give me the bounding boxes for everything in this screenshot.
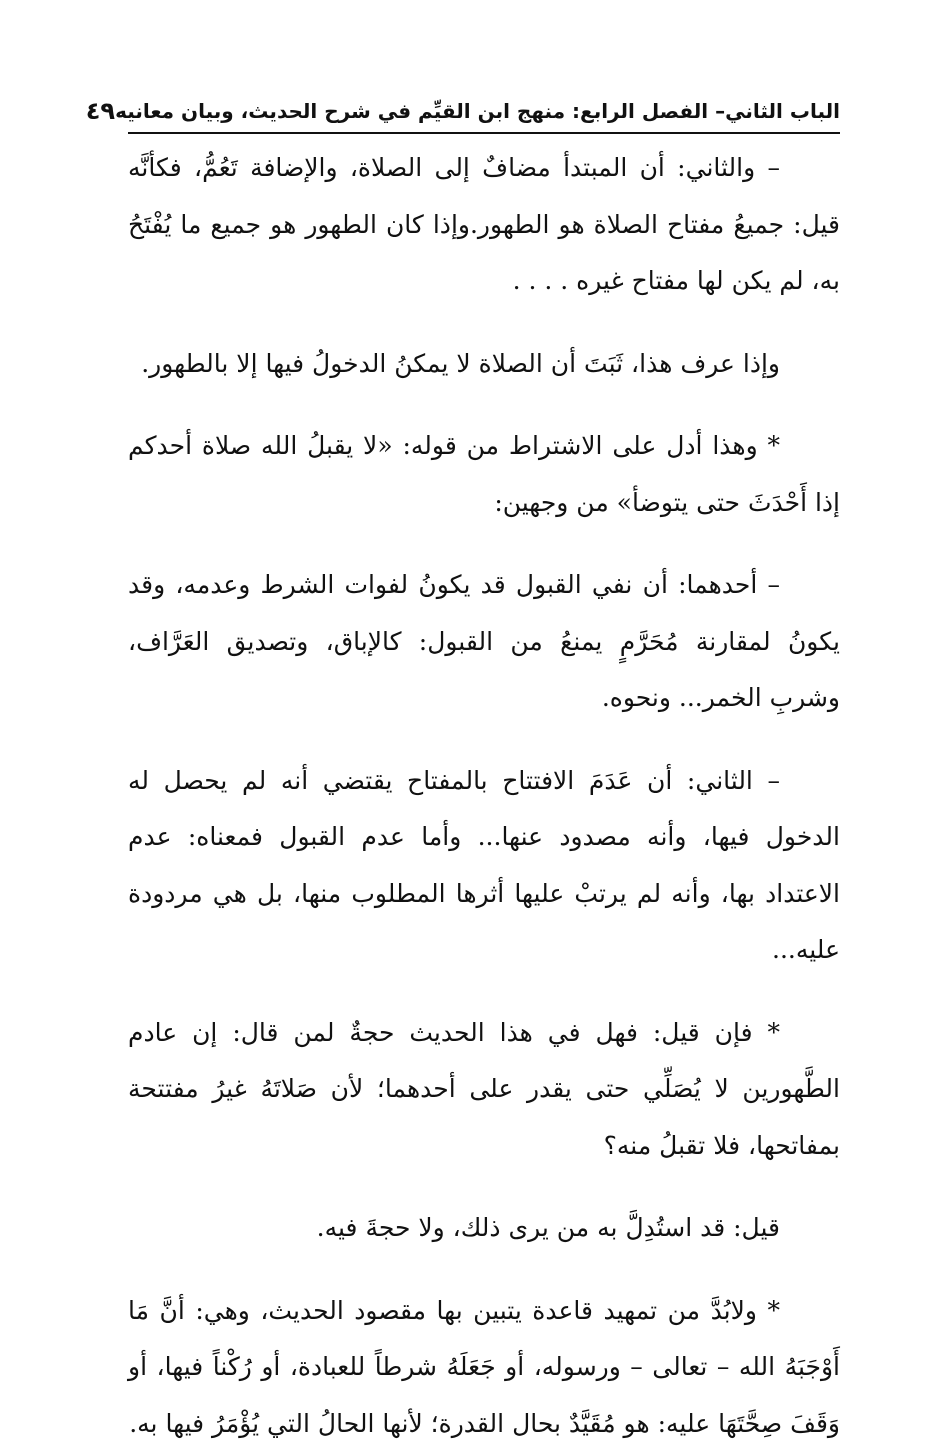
paragraph-question: * فإن قيل: فهل في هذا الحديث حجةٌ لمن قال: إن عادم الطَّهورين لا يُصَلِّي حتى يقدر على أحدهما؛ لأن صَلاتَهُ غيرُ مفتتحة بمفاتحها، فلا تقبلُ منه؟ <box>128 1005 840 1175</box>
page-number: ٤٩ <box>86 97 115 125</box>
body-text <box>128 140 840 1452</box>
paragraph-first-aspect: – أحدهما: أن نفي القبول قد يكونُ لفوات الشرط وعدمه، وقد يكونُ لمقارنة مُحَرَّمٍ يمنعُ من القبول: كالإباق، وتصديق العَرَّاف، وشربِ الخمر... ونحوه. <box>128 557 840 727</box>
paragraph-rule: * ولابُدَّ من تمهيد قاعدة يتبين بها مقصود الحديث، وهي: أنَّ مَا أَوْجَبَهُ الله – تعالى – ورسوله، أو جَعَلَهُ شرطاً للعبادة، أو رُكْناً فيها، أو وَقَفَ صِحَّتَهَا عليه: هو مُقَيَّدٌ بحال القدرة؛ لأنها الحالُ التي يُؤْمَرُ فيها به. <box>128 1283 840 1452</box>
paragraph-stronger-evidence: * وهذا أدل على الاشتراط من قوله: «لا يقبلُ الله صلاة أحدكم إذا أَحْدَثَ حتى يتوضأ» من وجهين: <box>128 418 840 531</box>
running-header <box>128 94 840 134</box>
paragraph-second-aspect: – الثاني: أن عَدَمَ الافتتاح بالمفتاح يقتضي أنه لم يحصل له الدخول فيها، وأنه مصدود عنها... وأما عدم القبول فمعناه: عدم الاعتداد بها، وأنه لم يرتبْ عليها أثرها المطلوب منها، بل هي مردودة عليه... <box>128 753 840 979</box>
header-title: الباب الثاني– الفصل الرابع: منهج ابن القيِّم في شرح الحديث، وبيان معانيه <box>115 99 840 123</box>
paragraph-answer: قيل: قد استُدِلَّ به من يرى ذلك، ولا حجةَ فيه. <box>128 1200 840 1257</box>
paragraph-second-point: – والثاني: أن المبتدأ مضافٌ إلى الصلاة، والإضافة تَعُمُّ، فكأنَّه قيل: جميعُ مفتاح الصلاة هو الطهور.وإذا كان الطهور هو جميع ما يُفْتَحُ به، لم يكن لها مفتاح غيره . . . . <box>128 140 840 310</box>
paragraph-conclusion: وإذا عرف هذا، ثَبَتَ أن الصلاة لا يمكنُ الدخولُ فيها إلا بالطهور. <box>128 336 840 393</box>
